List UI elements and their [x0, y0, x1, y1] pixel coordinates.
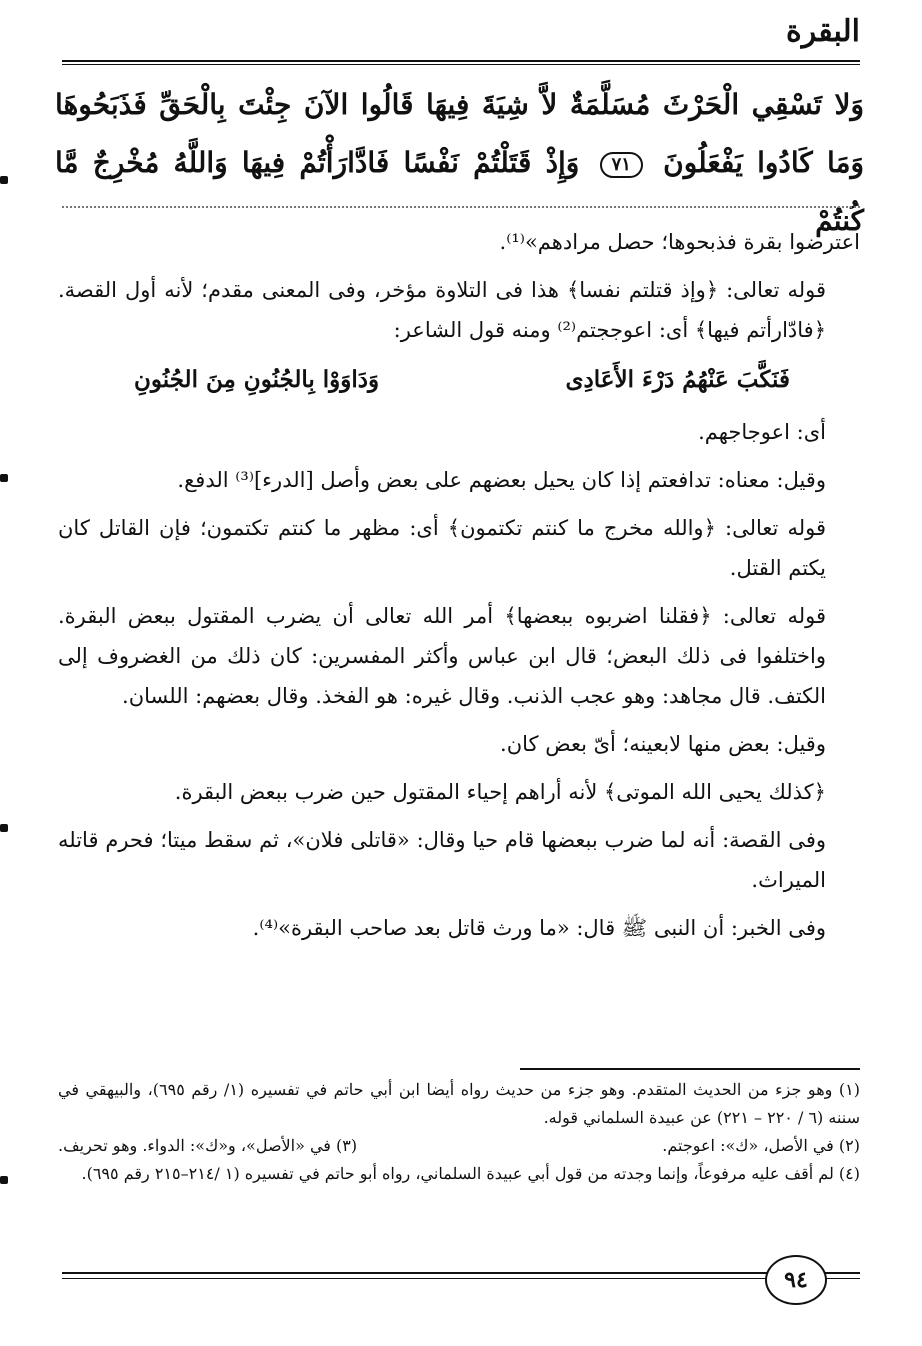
footer-rule-thin: [62, 1278, 860, 1279]
paragraph: اعترضوا بقرة فذبحوها؛ حصل مرادهم»⁽¹⁾.: [499, 230, 860, 254]
quran-line-1: وَلا تَسْقِي الْحَرْثَ مُسَلَّمَةٌ لاَّ شِيَةَ فِيهَا قَالُوا الآنَ جِئْتَ بِالْحَقِّ فَذَبَحُوهَا وَمَا: [55, 88, 865, 179]
paragraph: قوله تعالى: ﴿فقلنا اضربوه ببعضها﴾ أمر الله تعالى أن يضرب المقتول ببعض البقرة. واختلفوا فى ذلك البعض؛ قال ابن عباس وأكثر المفسرين: كان ذلك من الغضروف إلى الكتف. قال مجاهد: وهو عجب الذنب. وقال غيره: هو الفخذ. وقال بعضهم: اللسان.: [58, 604, 826, 708]
paragraph: وفى الخبر: أن النبى ﷺ قال: «ما ورث قاتل بعد صاحب البقرة»⁽⁴⁾.: [252, 916, 826, 940]
footnote-2: (٢) في الأصل، «ك»: اعوجتم.: [662, 1136, 860, 1155]
poem-hemistich-left: وَدَاوَوْا بِالجُنُونِ مِنَ الجُنُونِ: [134, 366, 380, 393]
margin-mark: [0, 176, 8, 184]
footnote-separator-rule: [520, 1068, 860, 1070]
paragraph: وقيل: بعض منها لابعينه؛ أىّ بعض كان.: [500, 732, 826, 756]
paragraph: قوله تعالى: ﴿وإذ قتلتم نفسا﴾ هذا فى التلاوة مؤخر، وفى المعنى مقدم؛ لأنه أول القصة. ﴿فادّارأتم فيها﴾ أى: اعوججتم⁽²⁾ ومنه قول الشاعر:: [58, 278, 826, 342]
poem-verse: [58, 358, 860, 402]
footnote-1: (١) وهو جزء من الحديث المتقدم. وهو جزء من حديث رواه أيضا ابن أبي حاتم في تفسيره (١/ رقم ٦٩٥)، والبيهقي في سننه (٦ / ٢٢٠ – ٢٢١) عن عبيدة السلماني قوله.: [58, 1080, 860, 1127]
footnote-4: (٤) لم أقف عليه مرفوعاً، وإنما وجدته من قول أبي عبيدة السلماني، رواه أبو حاتم في تفسيره (١ /٢١٤–٢١٥ رقم ٦٩٥).: [81, 1164, 860, 1183]
quran-line-2a: كَادُوا يَفْعَلُونَ: [663, 146, 813, 179]
commentary-body: [58, 222, 860, 956]
paragraph: قوله تعالى: ﴿والله مخرج ما كنتم تكتمون﴾ أى: مظهر ما كنتم تكتمون؛ فإن القاتل كان يكتم القتل.: [58, 516, 826, 580]
running-head-surah-title: البقرة: [786, 14, 860, 49]
ayah-number-marker: ٧١: [600, 152, 643, 178]
paragraph: وفى القصة: أنه لما ضرب ببعضها قام حيا وقال: «قاتلى فلان»، ثم سقط ميتا؛ فحرم قاتله الميراث.: [58, 828, 826, 892]
margin-mark: [0, 824, 8, 832]
margin-mark: [0, 1176, 8, 1184]
footer-rule: [62, 1272, 860, 1274]
verse-separator-dotted-rule: [62, 206, 860, 208]
paragraph: ﴿كذلك يحيى الله الموتى﴾ لأنه أراهم إحياء المقتول حين ضرب ببعض البقرة.: [174, 780, 826, 804]
header-rule-thin: [62, 64, 860, 65]
margin-mark: [0, 474, 8, 482]
paragraph: وقيل: معناه: تدافعتم إذا كان يحيل بعضهم على بعض وأصل [الدرء]⁽³⁾ الدفع.: [177, 468, 826, 492]
footnote-row-2-3: [58, 1132, 860, 1160]
footnotes: [58, 1076, 860, 1188]
paragraph: أى: اعوجاجهم.: [698, 420, 826, 444]
footnote-3: (٣) في «الأصل»، و«ك»: الدواء. وهو تحريف.: [58, 1136, 358, 1155]
page-number: ٩٤: [765, 1255, 827, 1305]
poem-hemistich-right: فَنَكَّبَ عَنْهُمُ دَرْءَ الأَعَادِى: [565, 366, 790, 393]
quran-line-2b: وَإِذْ قَتَلْتُمْ نَفْسًا فَادَّارَأْتُمْ فِيهَا وَاللَّهُ مُخْرِجٌ مَّا كُنتُمْ: [55, 146, 864, 237]
